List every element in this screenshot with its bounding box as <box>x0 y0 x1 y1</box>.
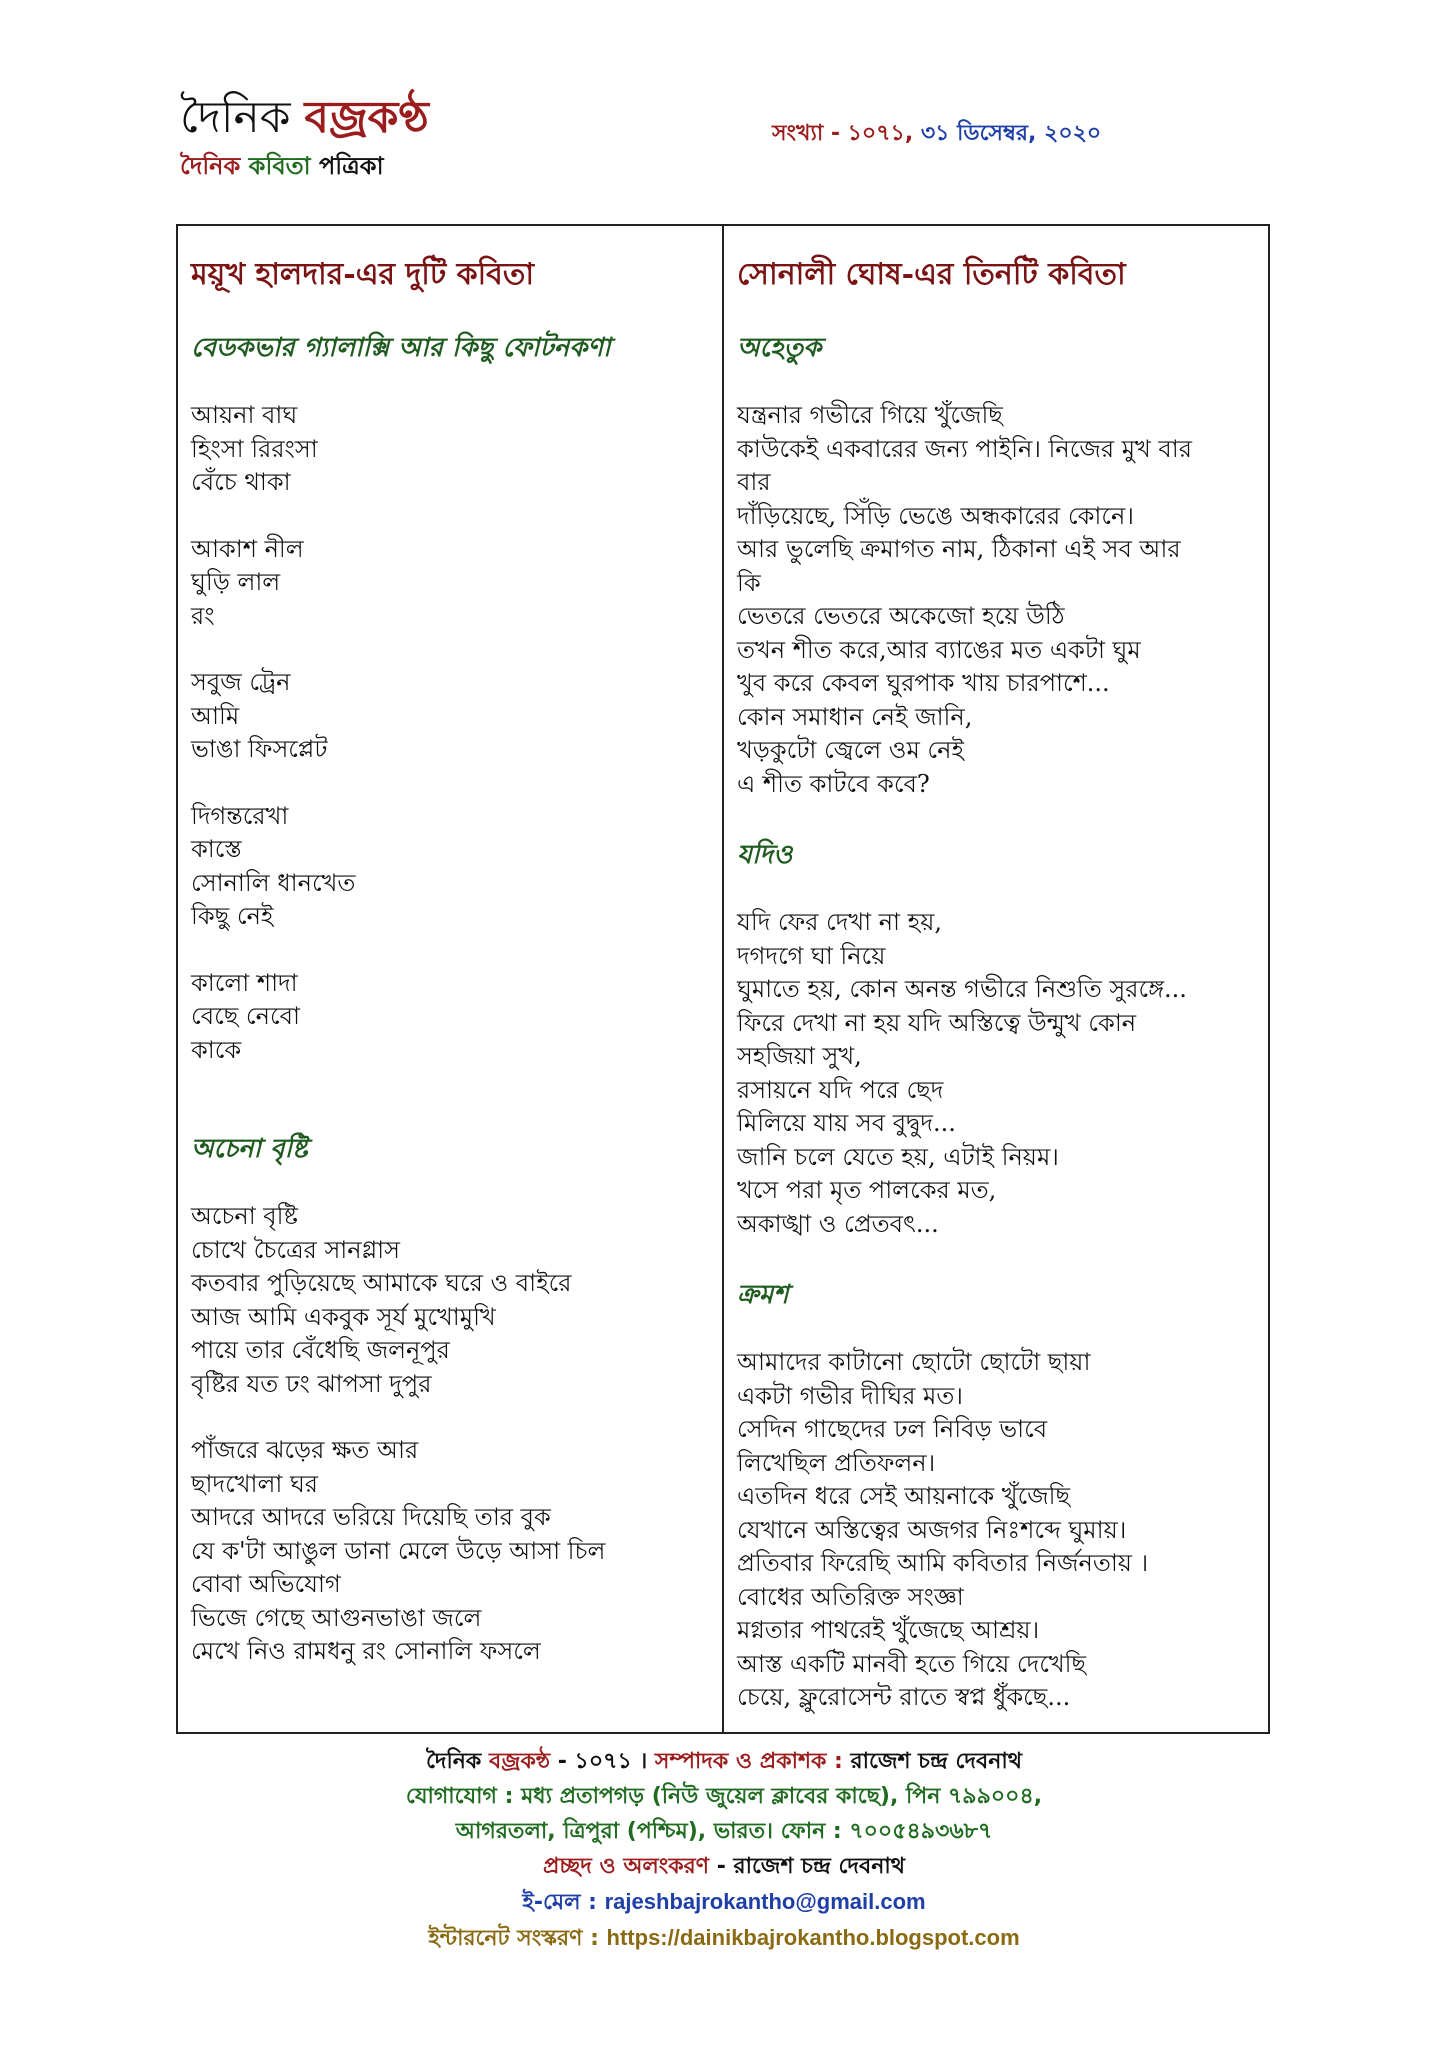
masthead <box>180 92 429 188</box>
poem-line: কতবার পুড়িয়েছে আমাকে ঘরে ও বাইরে <box>191 1269 572 1297</box>
poem-line: খসে পরা মৃত পালকের মত, <box>737 1176 997 1204</box>
poem-line: পাঁজরে ঝড়ের ক্ষত আর <box>191 1436 419 1464</box>
poem-line: আকাশ নীল <box>191 534 304 563</box>
poem-line: বার <box>737 468 771 496</box>
poem-title: বেডকভার গ্যালাক্সি আর কিছু ফোটনকণা <box>191 333 611 363</box>
poem-line: প্রতিবার ফিরেছি আমি কবিতার নির্জনতায় । <box>737 1549 1149 1577</box>
footer-editor-name: রাজেশ চন্দ্র দেবনাথ <box>850 1749 1022 1774</box>
footer-address-line-1: যোগাযোগ : মধ্য প্রতাপগড় (নিউ জুয়েল ক্লাবের কাছে), পিন ৭৯৯০০৪, <box>405 1784 1043 1809</box>
left-column <box>178 226 724 1732</box>
poem-line: ফিরে দেখা না হয় যদি অস্তিত্বে উন্মুখ কোন <box>737 1008 1137 1037</box>
footer-address-line-2: আগরতলা, ত্রিপুরা (পশ্চিম), ভারত। ফোন : ৭০০৫৪৯৩৬৮৭ <box>455 1819 993 1844</box>
poem-line: আমি <box>191 701 240 730</box>
poem-line: সবুজ ট্রেন <box>191 668 291 696</box>
poem-line: যে ক'টা আঙুল ডানা মেলে উড়ে আসা চিল <box>191 1536 606 1565</box>
poem-line: আমাদের কাটানো ছোটো ছোটো ছায়া <box>737 1348 1091 1376</box>
issue-info <box>772 116 1101 153</box>
poem-line: তখন শীত করে,আর ব্যাঙের মত একটা ঘুম <box>737 635 1141 664</box>
footer-email-link[interactable]: rajeshbajrokantho@gmail.com <box>604 1889 926 1914</box>
subtitle-part-2: কবিতা <box>248 152 319 180</box>
poem-line: খড়কুটো জ্বেলে ওম নেই <box>737 736 964 764</box>
footer-web-line <box>0 1920 1448 1956</box>
poem-stanza <box>191 399 702 500</box>
right-column-heading: সোনালী ঘোষ-এর তিনটি কবিতা <box>737 257 1126 292</box>
poem-line: আর ভুলেছি ক্রমাগত নাম, ঠিকানা এই সব আর <box>737 535 1181 563</box>
poem-line: বৃষ্টির যত ঢং ঝাপসা দুপুর <box>191 1369 432 1398</box>
poem-line: দগদগে ঘা নিয়ে <box>737 941 886 970</box>
poem-line: মিলিয়ে যায় সব বুদ্বুদ... <box>737 1109 956 1137</box>
poem-line: যদি ফের দেখা না হয়, <box>737 908 943 936</box>
poem-line: রং <box>191 601 215 630</box>
poems-box <box>176 224 1270 1734</box>
poem-title: অচেনা বৃষ্টি <box>191 1134 308 1164</box>
footer-editor-line <box>0 1744 1448 1779</box>
poem-line: ঘুমাতে হয়, কোন অনন্ত গভীরে নিশুতি সুরঙ্গে... <box>737 975 1187 1003</box>
footer-email-line <box>0 1884 1448 1920</box>
newspaper-title <box>180 92 429 144</box>
poem-line: আস্ত একটি মানবী হতে গিয়ে দেখেছি <box>737 1649 1087 1678</box>
poem-body <box>737 906 1248 1241</box>
poem-line: কাকে <box>191 1035 242 1064</box>
newspaper-subtitle <box>180 148 429 188</box>
poem-line: অকাঙ্খা ও প্রেতবৎ... <box>737 1209 939 1238</box>
poem-line: সোনালি ধানখেত <box>191 868 356 897</box>
poem-line: কালো শাদা <box>191 968 298 997</box>
poem-line: চেয়ে, ফ্লুরোসেন্ট রাতে স্বপ্ন ধুঁকছে... <box>737 1683 1071 1711</box>
subtitle-part-3: পত্রিকা <box>319 152 384 180</box>
poem-line: হিংসা রিরংসা <box>191 434 318 463</box>
poem-line: এতদিন ধরে সেই আয়নাকে খুঁজেছি <box>737 1482 1071 1510</box>
poem-line: যন্ত্রনার গভীরে গিয়ে খুঁজেছি <box>737 401 1003 429</box>
poem-line: সহজিয়া সুখ, <box>737 1042 862 1070</box>
poem-line: বেছে নেবো <box>191 1002 300 1030</box>
poem-line: ভেতরে ভেতরে অকেজো হয়ে উঠি <box>737 602 1065 630</box>
poem-stanza <box>191 533 702 634</box>
poem-line: আজ আমি একবুক সূর্য মুখোমুখি <box>191 1302 496 1331</box>
right-column <box>724 226 1268 1732</box>
poem-line: দিগন্তরেখা <box>191 801 289 830</box>
poem-stanza <box>191 800 702 934</box>
poem-line: কাস্তে <box>191 835 242 863</box>
poem-stanza <box>191 1434 702 1669</box>
footer-cover-credit <box>0 1849 1448 1884</box>
poem-line: লিখেছিল প্রতিফলন। <box>737 1448 936 1477</box>
footer-issue: - ১০৭১ । <box>550 1749 655 1774</box>
poem-line: চোখে চৈত্রের সানগ্লাস <box>191 1235 400 1264</box>
footer <box>0 1744 1448 1956</box>
poem-body <box>737 399 1248 801</box>
poem-title: অহেতুক <box>737 333 822 363</box>
poem-body <box>737 1346 1248 1715</box>
poem-line: বেঁচে থাকা <box>191 468 291 496</box>
spacer <box>191 1100 702 1128</box>
issue-number: সংখ্যা - ১০৭১, <box>772 121 921 146</box>
title-part-2: বজ্রকণ্ঠ <box>304 92 429 143</box>
footer-paper-name-2: বজ্রকন্ঠ <box>488 1749 551 1774</box>
poem-line: যেখানে অস্তিত্বের অজগর নিঃশব্দে ঘুমায়। <box>737 1515 1127 1544</box>
poem-line: এ শীত কাটবে কবে? <box>737 769 930 798</box>
left-column-heading: ময়ূখ হালদার-এর দুটি কবিতা <box>191 257 535 292</box>
poem-line: ভাঙা ফিসপ্লেট <box>191 735 328 763</box>
footer-web-link[interactable]: https://dainikbajrokantho.blogspot.com <box>606 1925 1020 1950</box>
poem-line: বোধের অতিরিক্ত সংজ্ঞা <box>737 1582 964 1611</box>
poem-line: জানি চলে যেতে হয়, এটাই নিয়ম। <box>737 1142 1059 1171</box>
subtitle-part-1: দৈনিক <box>180 152 249 180</box>
poem-line: বোবা অভিযোগ <box>191 1570 341 1598</box>
poem-line: কাউকেই একবারের জন্য পাইনি। নিজের মুখ বার <box>737 434 1192 463</box>
poem-line: মগ্নতার পাথরেই খুঁজেছে আশ্রয়। <box>737 1616 1040 1644</box>
poem-line: রসায়নে যদি পরে ছেদ <box>737 1075 944 1104</box>
poem-stanza <box>191 967 702 1068</box>
poem-line: ছাদখোলা ঘর <box>191 1469 318 1498</box>
footer-web-label: ইন্টারনেট সংস্করণ : <box>428 1926 607 1951</box>
poem-title: ক্রমশ <box>737 1280 789 1310</box>
poem-line: কি <box>737 568 761 597</box>
poem-line: একটা গভীর দীঘির মত। <box>737 1381 963 1410</box>
poem-stanza <box>191 1200 702 1401</box>
poem-line: কিছু নেই <box>191 902 274 930</box>
poem-line: মেখে নিও রামধনু রং সোনালি ফসলে <box>191 1637 541 1665</box>
poem-line: অচেনা বৃষ্টি <box>191 1202 298 1230</box>
poem-line: পায়ে তার বেঁধেছি জলনূপুর <box>191 1336 450 1364</box>
footer-paper-name: দৈনিক <box>426 1749 489 1774</box>
poem-line: আয়না বাঘ <box>191 401 298 429</box>
poem-line: সেদিন গাছেদের ঢল নিবিড় ভাবে <box>737 1415 1048 1443</box>
poem-line: আদরে আদরে ভরিয়ে দিয়েছি তার বুক <box>191 1503 551 1531</box>
poem-line: খুব করে কেবল ঘুরপাক খায় চারপাশে... <box>737 669 1110 697</box>
poem-stanza <box>191 666 702 767</box>
footer-editor-label: সম্পাদক ও প্রকাশক : <box>654 1749 851 1774</box>
footer-email-label: ই-মেল : <box>522 1890 605 1915</box>
poem-line: ঘুড়ি লাল <box>191 568 281 596</box>
poem-title: যদিও <box>737 840 793 870</box>
poem-line: দাঁড়িয়েছে, সিঁড়ি ভেঙে অন্ধকারের কোনে। <box>737 501 1134 530</box>
title-part-1: দৈনিক <box>180 92 305 143</box>
poem-line: ভিজে গেছে আগুনভাঙা জলে <box>191 1603 482 1632</box>
issue-date: ৩১ ডিসেম্বর, ২০২০ <box>920 121 1102 146</box>
poem-line: কোন সমাধান নেই জানি, <box>737 702 973 731</box>
footer-cover-name: - রাজেশ চন্দ্র দেবনাথ <box>709 1854 905 1879</box>
footer-cover-label: প্রচ্ছদ ও অলংকরণ <box>543 1854 710 1879</box>
